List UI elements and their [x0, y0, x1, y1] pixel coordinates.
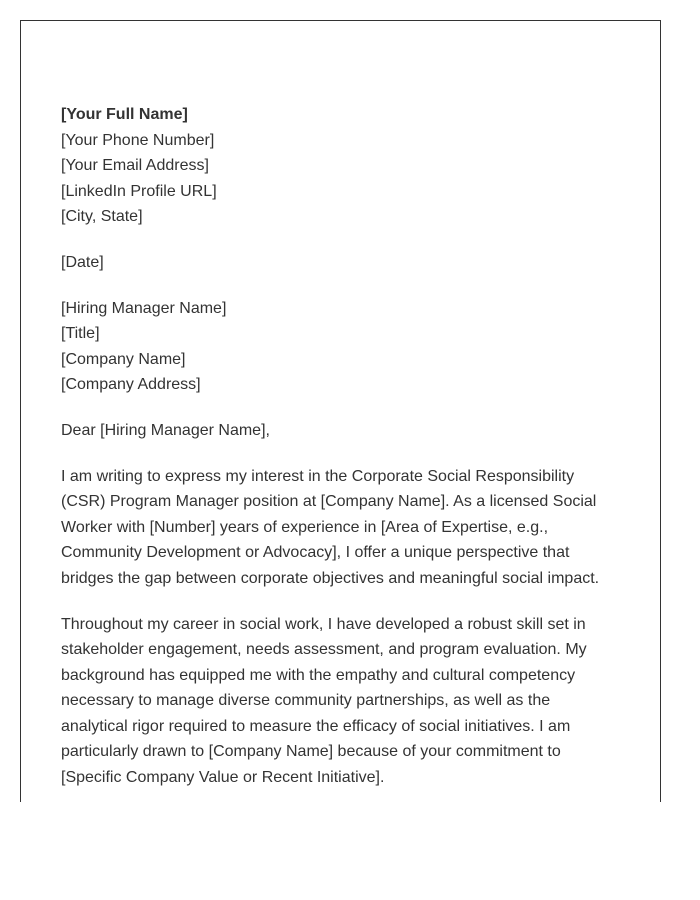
- paragraph-line: bridges the gap between corporate objectives and meaningful social impact.: [61, 569, 600, 587]
- sender-full-name: [Your Full Name]: [61, 106, 188, 123]
- paragraph-line: necessary to manage diverse community partnerships, as well as the: [61, 692, 551, 710]
- sender-phone: [Your Phone Number]: [61, 131, 215, 149]
- sender-city-state: [City, State]: [61, 208, 143, 226]
- paragraph-line: stakeholder engagement, needs assessment, and program evaluation. My: [61, 641, 587, 659]
- recipient-title: [Title]: [61, 325, 100, 343]
- paragraph-line: particularly drawn to [Company Name] because of your commitment to: [61, 743, 561, 761]
- paragraph-line: Community Development or Advocacy], I offer a unique perspective that: [61, 544, 570, 562]
- paragraph-line: (CSR) Program Manager position at [Company Name]. As a licensed Social: [61, 493, 597, 511]
- recipient-address: [Company Address]: [61, 376, 201, 394]
- recipient-block: [61, 296, 621, 398]
- salutation: Dear [Hiring Manager Name],: [61, 421, 270, 439]
- recipient-company: [Company Name]: [61, 350, 186, 368]
- sender-block: [61, 102, 621, 230]
- letter-content: [61, 102, 621, 802]
- paragraph-line: [Specific Company Value or Recent Initiative].: [61, 769, 385, 787]
- sender-linkedin: [LinkedIn Profile URL]: [61, 182, 217, 200]
- paragraph-2: [61, 612, 621, 791]
- paragraph-line: analytical rigor required to measure the efficacy of social initiatives. I am: [61, 717, 571, 735]
- recipient-name: [Hiring Manager Name]: [61, 299, 227, 317]
- letter-page: [20, 20, 661, 802]
- paragraph-line: I am writing to express my interest in the Corporate Social Responsibility: [61, 467, 575, 485]
- paragraph-line: Throughout my career in social work, I have developed a robust skill set in: [61, 615, 586, 633]
- letter-date: [Date]: [61, 253, 104, 271]
- date-block: [61, 250, 621, 276]
- paragraph-line: Worker with [Number] years of experience in [Area of Expertise, e.g.,: [61, 518, 549, 536]
- paragraph-line: background has equipped me with the empathy and cultural competency: [61, 666, 576, 684]
- salutation-block: [61, 418, 621, 444]
- sender-email: [Your Email Address]: [61, 157, 209, 175]
- paragraph-1: [61, 464, 621, 592]
